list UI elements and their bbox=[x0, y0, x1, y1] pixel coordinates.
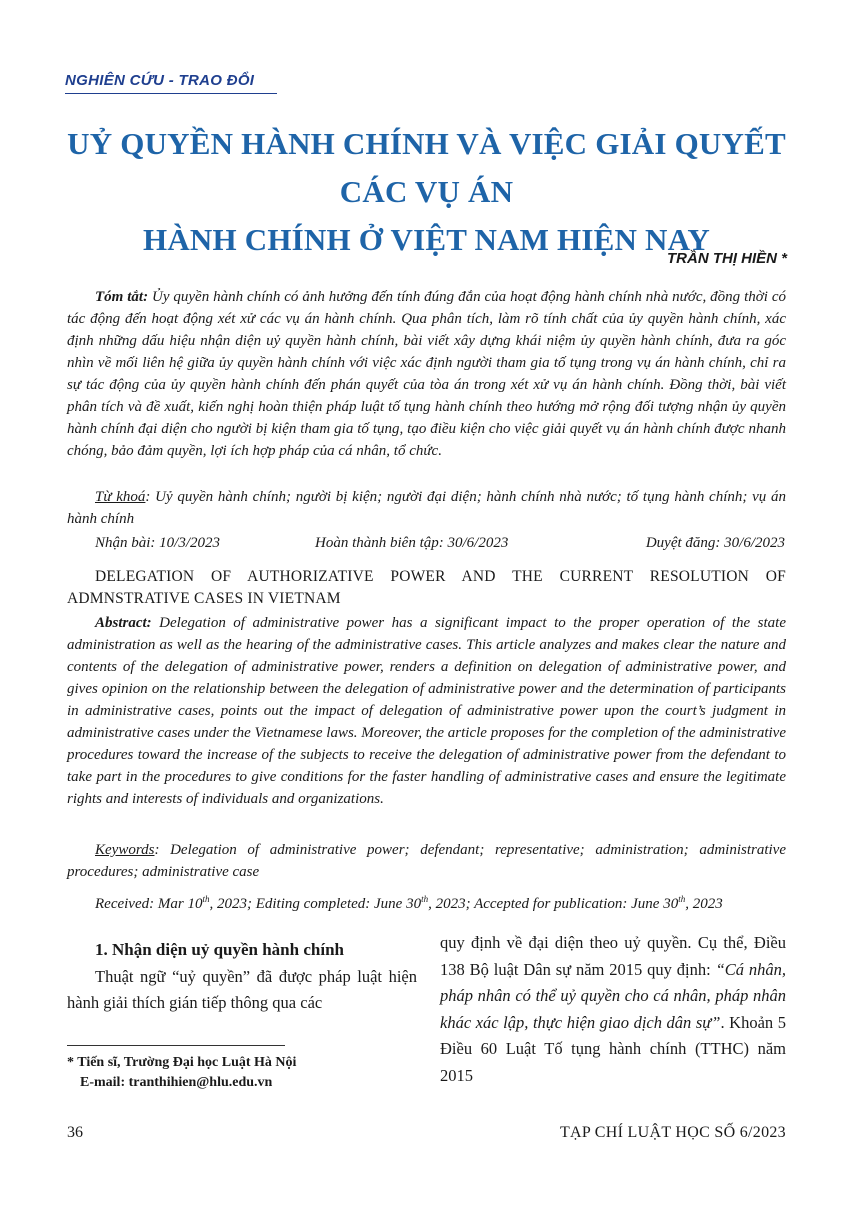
english-title bbox=[67, 566, 786, 610]
en-year: , 2023 bbox=[685, 896, 723, 912]
en-dates bbox=[67, 888, 786, 915]
body-left-column bbox=[67, 937, 417, 1017]
section-heading: 1. Nhận diện uỷ quyền hành chính bbox=[95, 940, 344, 959]
sup-th-3: th bbox=[678, 894, 686, 904]
en-keywords-label: Keywords bbox=[95, 842, 155, 858]
vn-abstract-label: Tóm tắt: bbox=[95, 289, 149, 305]
journal-name: TẠP CHÍ LUẬT HỌC SỐ 6/2023 bbox=[559, 1124, 786, 1141]
left-column-text bbox=[67, 964, 417, 1017]
en-abstract-label: Abstract: bbox=[95, 615, 152, 631]
right-text-2: . Khoản 5 Điều 60 Luật Tố tụng hành chính (TTHC) năm 2015 bbox=[440, 1012, 786, 1085]
en-accepted: , 2023; Accepted for publication: June 30 bbox=[428, 896, 679, 912]
section-divider bbox=[65, 93, 277, 94]
en-received: Received: Mar 10 bbox=[95, 896, 203, 912]
en-editing: , 2023; Editing completed: June 30 bbox=[209, 896, 422, 912]
left-column-paragraph: Thuật ngữ “uỷ quyền” đã được pháp luật hiện hành giải thích gián tiếp thông qua các bbox=[67, 966, 417, 1012]
right-quote: “Cá nhân, pháp nhân có thể uỷ quyền cho cá nhân, pháp nhân khác xác lập, thực hiện giao dịch dân sự” bbox=[440, 959, 786, 1032]
footnote-email: E-mail: tranthihien@hlu.edu.vn bbox=[80, 1075, 273, 1090]
page-number: 36 bbox=[67, 1124, 83, 1141]
vn-accepted-date: Duyệt đăng: 30/6/2023 bbox=[645, 535, 785, 551]
section-tag: NGHIÊN CỨU - TRAO ĐỔI bbox=[65, 72, 255, 89]
article-title bbox=[40, 120, 813, 264]
footnote bbox=[67, 1053, 296, 1093]
title-line-2: HÀNH CHÍNH Ở VIỆT NAM HIỆN NAY bbox=[143, 222, 710, 257]
right-text-1: quy định về đại diện theo uỷ quyền. Cụ thể, Điều 138 Bộ luật Dân sự năm 2015 quy định: bbox=[440, 933, 786, 979]
en-abstract-text: Delegation of administrative power has a significant impact to the proper operation of the state administration as well as the hearing of the administrative cases. This article analyzes and makes clear the nature and contents of the delegation of administrative power, renders a definition on delegation of administrative power, and gives opinion on the relationship between the delegation of administrative power and the determination of participants in administrative cases, points out the impact of delegation of administrative power upon the court’s judgment in administrative cases under the Vietnamese laws. Moreover, the article proposes for the completion of the administrative procedures toward the increase of the subjects to receive the delegation of administrative power from the defendant to take part in the procedures to give conditions for the faster handling of administrative cases and ensure the legitimate rights and interests of individuals and organizations. bbox=[67, 615, 786, 807]
footnote-divider bbox=[67, 1045, 285, 1046]
en-keywords bbox=[67, 839, 786, 883]
vn-keywords-text: : Uỷ quyền hành chính; người bị kiện; người đại diện; hành chính nhà nước; tố tụng hành chính; vụ án hành chính bbox=[67, 489, 786, 527]
sup-th-1: th bbox=[202, 894, 210, 904]
body-right-column bbox=[440, 930, 786, 1089]
vn-received-date: Nhận bài: 10/3/2023 bbox=[95, 535, 221, 551]
title-line-1: UỶ QUYỀN HÀNH CHÍNH VÀ VIỆC GIẢI QUYẾT CÁC VỤ ÁN bbox=[67, 126, 786, 209]
footnote-affiliation: * Tiến sĩ, Trường Đại học Luật Hà Nội bbox=[67, 1055, 297, 1070]
english-title-text: DELEGATION OF AUTHORIZATIVE POWER AND THE CURRENT RESOLUTION OF ADMNSTRATIVE CASES IN VIETNAM bbox=[67, 568, 786, 607]
vn-abstract-text: Ủy quyền hành chính có ảnh hưởng đến tính đúng đắn của hoạt động hành chính nhà nước, đồng thời có tác động đến hoạt động xét xử các vụ án hành chính. Qua phân tích, làm rõ tính chất của ủy quyền hành chính, xác định những dấu hiệu nhận diện uỷ quyền hành chính, bài viết xây dựng khái niệm ủy quyền hành chính, đưa ra góc nhìn về mối liên hệ giữa ủy quyền hành chính với việc xác định người tham gia tố tụng trong vụ án hành chính, chỉ ra sự tác động của ủy quyền hành chính đến phán quyết của tòa án trong xét xử vụ án hành chính. Đồng thời, bài viết phân tích và đề xuất, kiến nghị hoàn thiện pháp luật tố tụng hành chính theo hướng mở rộng đối tượng nhận ủy quyền hành chính đại diện cho người bị kiện tham gia tố tụng, tạo điều kiện cho việc giải quyết vụ án hành chính được nhanh chóng, bảo đảm quyền, lợi ích hợp pháp của cá nhân, tổ chức. bbox=[67, 289, 786, 459]
en-abstract bbox=[67, 612, 786, 810]
vn-keywords bbox=[67, 486, 786, 530]
author-name: TRẦN THỊ HIỀN * bbox=[667, 250, 787, 267]
vn-keywords-label: Từ khoá bbox=[95, 489, 146, 505]
vn-abstract bbox=[67, 286, 786, 462]
sup-th-2: th bbox=[421, 894, 429, 904]
en-keywords-text: : Delegation of administrative power; defendant; representative; administration; administrative procedures; administrative case bbox=[67, 842, 786, 880]
vn-edited-date: Hoàn thành biên tập: 30/6/2023 bbox=[315, 535, 509, 551]
